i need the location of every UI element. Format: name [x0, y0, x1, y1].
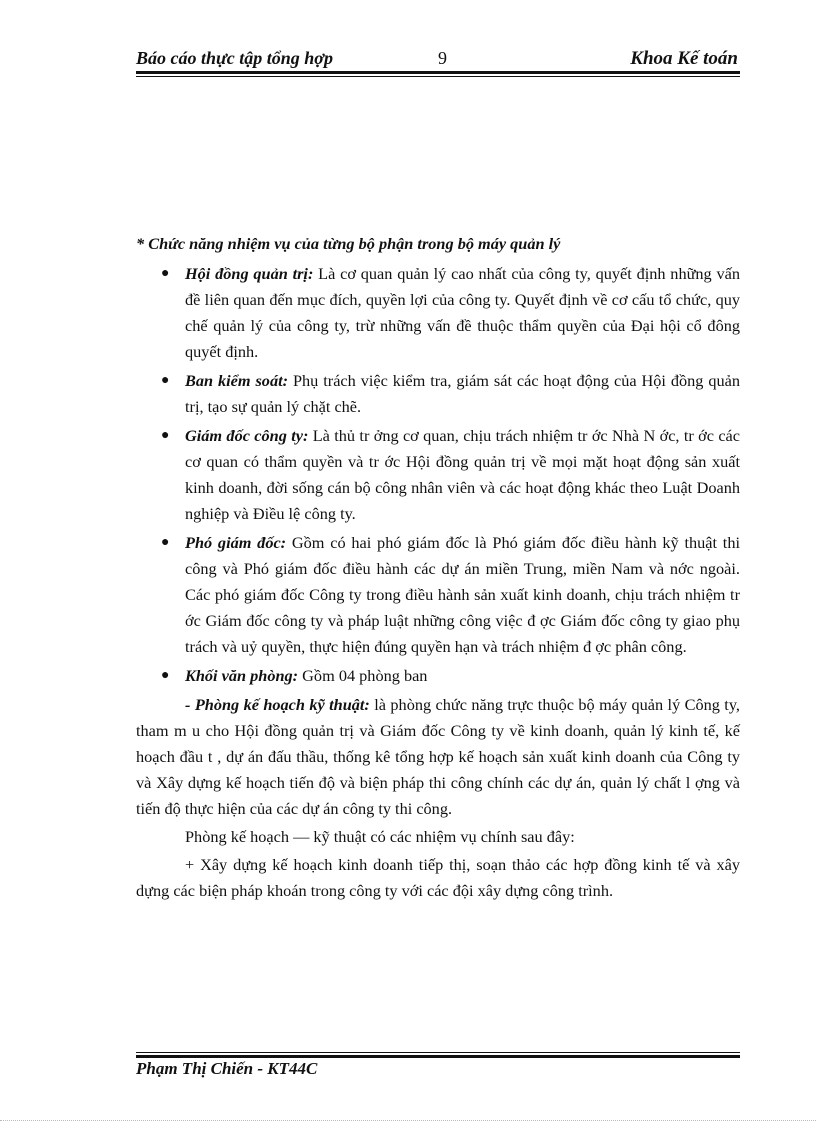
item-term: Giám đốc công ty: — [185, 426, 309, 445]
bullet-icon: ● — [161, 373, 170, 388]
footer-rule-thin — [136, 1052, 740, 1053]
list-item — [136, 261, 740, 365]
list-item — [136, 663, 740, 689]
header-report-title: Báo cáo thực tập tổng hợp — [136, 48, 333, 68]
list-item — [136, 530, 740, 660]
tasks-intro: Phòng kế hoạch — kỹ thuật có các nhiệm vụ chính sau đây: — [185, 827, 575, 846]
header-rule-thick — [136, 71, 740, 74]
section-heading: * Chức năng nhiệm vụ của từng bộ phận trong bộ máy quản lý — [136, 234, 561, 253]
list-item — [136, 423, 740, 527]
page-number: 9 — [438, 48, 447, 68]
item-term: Hội đồng quản trị: — [185, 264, 314, 283]
item-term: Khối văn phòng: — [185, 666, 299, 685]
function-list — [136, 261, 740, 689]
item-text: Gồm 04 phòng ban — [298, 666, 428, 685]
page-header — [136, 46, 740, 72]
item-text: Là cơ quan quản lý cao nhất của công ty, quyết định những vấn đề liên quan đến mục đích, quyền lợi của công ty. Quyết định về cơ cấu tổ chức, quy chế quản lý của công ty, trừ những vấn đề thuộc thẩm quyền của Đại hội cổ đông quyết định. — [185, 264, 740, 361]
planning-dept-text: là phòng chức năng trực thuộc bộ máy quản lý Công ty, tham m u cho Hội đồng quản trị và Giám đốc Công ty về kinh doanh, quản lý kinh tế, kế hoạch đầu t , dự án đấu thầu, thống kê tổng hợp kế hoạch sản xuất kinh doanh của Công ty và Xây dựng kế hoạch tiến độ và biện pháp thi công chính các dự án, quản lý chất l ợng và tiến độ thực hiện của các dự án công ty thi công. — [136, 695, 740, 818]
bullet-icon: ● — [161, 535, 170, 550]
bullet-icon: ● — [161, 266, 170, 281]
planning-dept-paragraph — [136, 692, 740, 822]
item-text: Phụ trách việc kiểm tra, giám sát các hoạt động của Hội đồng quản trị, tạo sự quản lý chặt chẽ. — [185, 371, 740, 416]
task-item: + Xây dựng kế hoạch kinh doanh tiếp thị, soạn thảo các hợp đồng kinh tế và xây dựng các biện pháp khoán trong công ty với các đội xây dựng công trình. — [136, 855, 740, 900]
bullet-icon: ● — [161, 668, 170, 683]
item-text: Là thủ tr ởng cơ quan, chịu trách nhiệm tr ớc Nhà N ớc, tr ớc các cơ quan có thẩm quyền và tr ớc Hội đồng quản trị về mọi mặt hoạt động sản xuất kinh doanh, đời sống cán bộ công nhân viên và các hoạt động khác theo Luật Doanh nghiệp và Điều lệ công ty. — [185, 426, 741, 523]
page-bottom-border — [0, 1120, 816, 1121]
item-term: Phó giám đốc: — [185, 533, 287, 552]
header-department: Khoa Kế toán — [630, 48, 738, 69]
footer-rule-thick — [136, 1055, 740, 1058]
item-term: Ban kiểm soát: — [185, 371, 289, 390]
planning-dept-term: - Phòng kế hoạch kỹ thuật: — [185, 695, 370, 714]
body-content — [136, 231, 740, 906]
item-text: Gồm có hai phó giám đốc là Phó giám đốc điều hành kỹ thuật thi công và Phó giám đốc điều hành các dự án miền Trung, miền Nam và nớc ngoài. Các phó giám đốc Công ty trong điều hành sản xuất kinh doanh, chịu trách nhiệm tr ớc Giám đốc công ty và pháp luật những công việc đ ợc Giám đốc công ty giao phụ trách và uỷ quyền, thực hiện đúng quyền hạn và trách nhiệm đ ợc phân công. — [185, 533, 740, 656]
header-rule-thin — [136, 76, 740, 77]
footer-author: Phạm Thị Chiến - KT44C — [136, 1059, 318, 1078]
bullet-icon: ● — [161, 428, 170, 443]
list-item — [136, 368, 740, 420]
